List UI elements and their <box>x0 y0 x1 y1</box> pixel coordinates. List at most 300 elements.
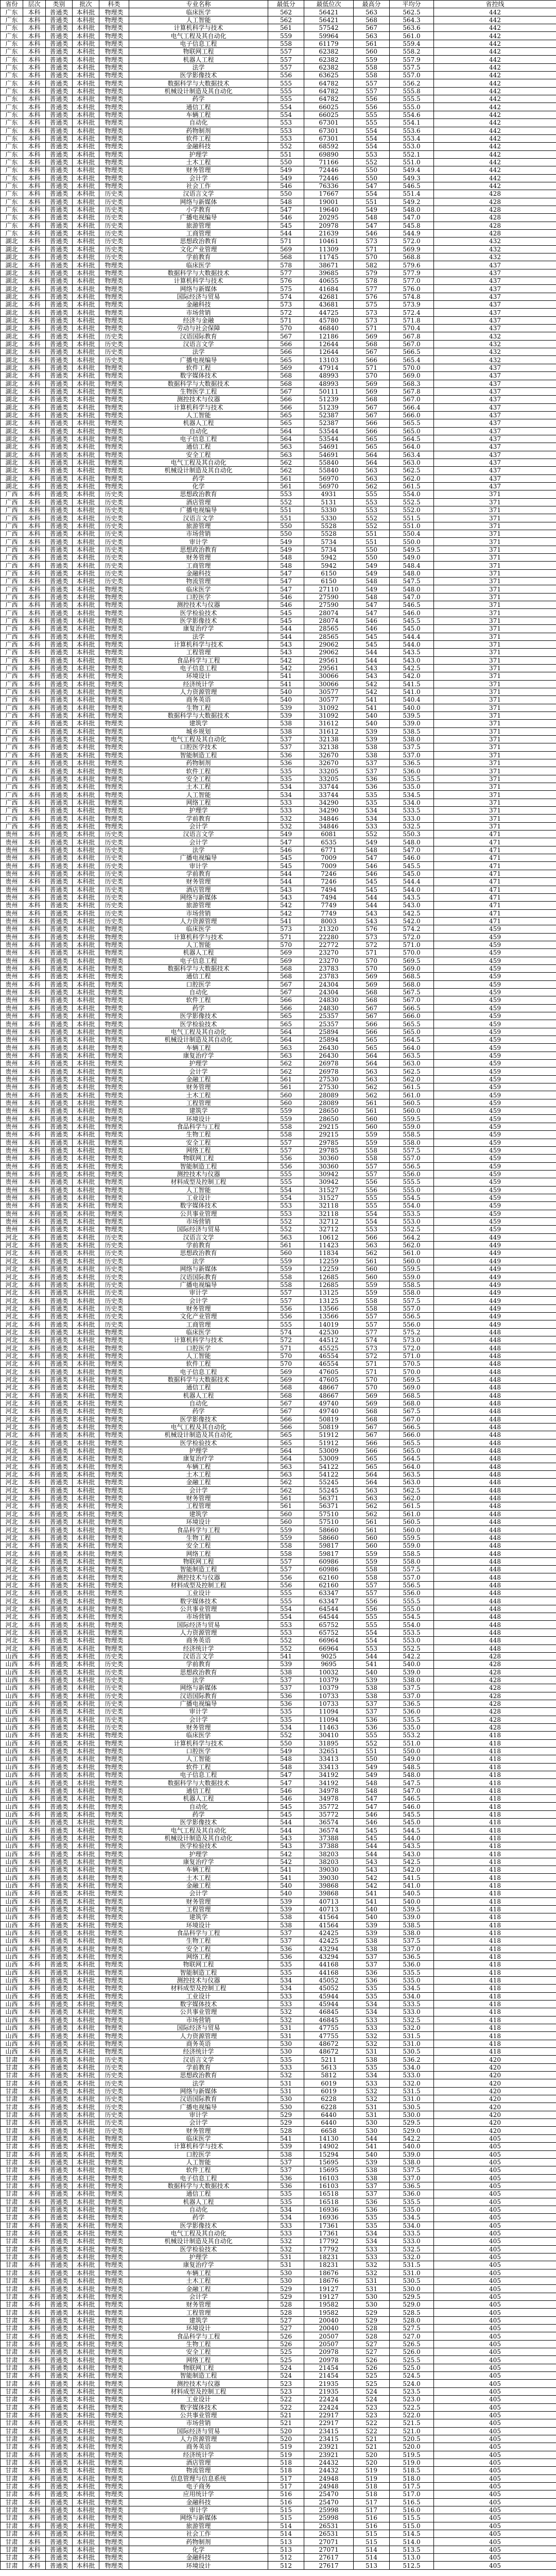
cell-major: 财务管理 <box>129 1723 268 1731</box>
cell-min-score: 537 <box>268 1937 304 1945</box>
cell-province: 广东 <box>1 143 23 150</box>
cell-max-score: 555 <box>354 111 390 118</box>
cell-province: 山西 <box>1 2000 23 2008</box>
cell-batch: 本科批 <box>73 1976 99 1984</box>
cell-level: 本科 <box>23 1660 46 1668</box>
cell-min-rank: 7246 <box>304 870 354 877</box>
cell-category: 普通类 <box>46 1897 73 1905</box>
cell-subject: 历史类 <box>99 554 129 562</box>
cell-province: 甘肃 <box>1 2443 23 2451</box>
cell-avg-score: 548.5 <box>390 1763 434 1771</box>
cell-batch: 本科批 <box>73 1083 99 1091</box>
cell-avg-score: 565.0 <box>390 1028 434 1036</box>
cell-min-score: 567 <box>268 980 304 988</box>
cell-avg-score: 548.0 <box>390 569 434 577</box>
cell-subject: 物理类 <box>99 640 129 648</box>
cell-major: 计算机科学与技术 <box>129 1739 268 1747</box>
cell-max-score: 539 <box>354 1929 390 1937</box>
cell-max-score: 566 <box>354 356 390 364</box>
cell-control-line: 432 <box>434 348 556 356</box>
cell-category: 普通类 <box>46 1447 73 1454</box>
cell-batch: 本科批 <box>73 372 99 380</box>
cell-min-score: 542 <box>268 664 304 672</box>
cell-batch: 本科批 <box>73 1787 99 1794</box>
table-row <box>1 2222 556 2229</box>
cell-min-rank: 39685 <box>304 269 354 277</box>
cell-category: 普通类 <box>46 2411 73 2419</box>
cell-level: 本科 <box>23 1439 46 1447</box>
cell-min-rank: 36574 <box>304 1819 354 1826</box>
cell-max-score: 539 <box>354 2158 390 2166</box>
cell-level: 本科 <box>23 941 46 948</box>
cell-min-rank: 7009 <box>304 854 354 862</box>
cell-subject: 物理类 <box>99 380 129 387</box>
cell-control-line: 371 <box>434 522 556 530</box>
cell-max-score: 553 <box>354 506 390 514</box>
cell-category: 普通类 <box>46 1913 73 1921</box>
cell-avg-score: 543.0 <box>390 1850 434 1858</box>
cell-max-score: 535 <box>354 1985 390 1992</box>
cell-control-line: 405 <box>434 2285 556 2293</box>
cell-avg-score: 547.0 <box>390 1787 434 1794</box>
cell-control-line: 448 <box>434 1581 556 1589</box>
cell-category: 普通类 <box>46 1716 73 1723</box>
cell-min-rank: 19582 <box>304 2309 354 2316</box>
cell-avg-score: 567.0 <box>390 1415 434 1423</box>
cell-category: 普通类 <box>46 1384 73 1392</box>
table-row <box>1 870 556 877</box>
table-row <box>1 2087 556 2095</box>
cell-batch: 本科批 <box>73 1716 99 1723</box>
cell-province: 甘肃 <box>1 2056 23 2063</box>
cell-max-score: 557 <box>354 1313 390 1320</box>
cell-level: 本科 <box>23 1463 46 1470</box>
cell-batch: 本科批 <box>73 917 99 925</box>
table-row <box>1 1320 556 1328</box>
cell-min-rank: 31527 <box>304 1194 354 1201</box>
cell-major: 会计学 <box>129 838 268 846</box>
cell-min-score: 575 <box>268 285 304 293</box>
cell-batch: 本科批 <box>73 459 99 466</box>
cell-min-rank: 5613 <box>304 2063 354 2071</box>
cell-subject: 历史类 <box>99 222 129 229</box>
cell-min-score: 534 <box>268 791 304 799</box>
cell-major: 城乡规划 <box>129 727 268 735</box>
cell-province: 甘肃 <box>1 2490 23 2498</box>
table-row <box>1 40 556 47</box>
cell-control-line: 437 <box>434 316 556 324</box>
cell-avg-score: 570.0 <box>390 949 434 957</box>
cell-level: 本科 <box>23 1897 46 1905</box>
cell-category: 普通类 <box>46 2459 73 2466</box>
cell-major: 财务管理 <box>129 2301 268 2309</box>
cell-province: 甘肃 <box>1 2143 23 2150</box>
cell-min-score: 566 <box>268 996 304 1004</box>
cell-batch: 本科批 <box>73 601 99 609</box>
cell-province: 河北 <box>1 1423 23 1431</box>
cell-subject: 物理类 <box>99 1028 129 1036</box>
cell-category: 普通类 <box>46 387 73 395</box>
cell-min-score: 519 <box>268 2443 304 2451</box>
cell-category: 普通类 <box>46 2190 73 2198</box>
cell-control-line: 442 <box>434 182 556 190</box>
cell-subject: 物理类 <box>99 1328 129 1336</box>
cell-avg-score: 544.0 <box>390 640 434 648</box>
cell-subject: 物理类 <box>99 2229 129 2237</box>
cell-control-line: 418 <box>434 1905 556 1913</box>
cell-subject: 物理类 <box>99 601 129 609</box>
table-row <box>1 2016 556 2024</box>
cell-avg-score: 562.0 <box>390 474 434 482</box>
cell-avg-score: 530.5 <box>390 2048 434 2056</box>
cell-min-score: 562 <box>268 1060 304 1067</box>
cell-subject: 物理类 <box>99 1202 129 1210</box>
cell-level: 本科 <box>23 2435 46 2443</box>
cell-min-rank: 22917 <box>304 2411 354 2419</box>
cell-major: 物联网工程 <box>129 48 268 56</box>
cell-major: 药物制剂 <box>129 127 268 134</box>
cell-level: 本科 <box>23 1313 46 1320</box>
cell-level: 本科 <box>23 1408 46 1415</box>
cell-province: 湖北 <box>1 285 23 293</box>
cell-min-rank: 11309 <box>304 245 354 253</box>
cell-control-line: 405 <box>434 2411 556 2419</box>
cell-level: 本科 <box>23 1716 46 1723</box>
cell-min-rank: 29561 <box>304 664 354 672</box>
cell-province: 湖北 <box>1 348 23 356</box>
cell-control-line: 432 <box>434 332 556 340</box>
cell-major: 智能制造工程 <box>129 1969 268 1976</box>
cell-max-score: 546 <box>354 617 390 624</box>
cell-batch: 本科批 <box>73 751 99 759</box>
cell-min-score: 551 <box>268 506 304 514</box>
cell-level: 本科 <box>23 72 46 79</box>
cell-level: 本科 <box>23 245 46 253</box>
cell-min-score: 547 <box>268 585 304 593</box>
cell-subject: 物理类 <box>99 2435 129 2443</box>
cell-control-line: 420 <box>434 2056 556 2063</box>
cell-min-score: 560 <box>268 1518 304 1526</box>
cell-subject: 物理类 <box>99 1858 129 1866</box>
header-min-rank: 最低位次 <box>304 1 354 8</box>
cell-min-score: 568 <box>268 253 304 261</box>
cell-avg-score: 533.0 <box>390 815 434 822</box>
cell-level: 本科 <box>23 2411 46 2419</box>
cell-major: 人工智能 <box>129 1186 268 1194</box>
cell-province: 山西 <box>1 1834 23 1842</box>
cell-avg-score: 568.5 <box>390 973 434 980</box>
table-row <box>1 2380 556 2387</box>
cell-category: 普通类 <box>46 261 73 269</box>
cell-avg-score: 539.0 <box>390 720 434 727</box>
cell-category: 普通类 <box>46 1771 73 1779</box>
cell-min-score: 530 <box>268 2277 304 2285</box>
cell-category: 普通类 <box>46 1629 73 1636</box>
cell-category: 普通类 <box>46 72 73 79</box>
cell-control-line: 405 <box>434 2198 556 2206</box>
cell-max-score: 568 <box>354 340 390 348</box>
cell-subject: 历史类 <box>99 846 129 854</box>
cell-level: 本科 <box>23 1044 46 1052</box>
cell-level: 本科 <box>23 562 46 569</box>
cell-subject: 历史类 <box>99 893 129 901</box>
cell-level: 本科 <box>23 2040 46 2047</box>
cell-max-score: 543 <box>354 672 390 680</box>
cell-min-score: 528 <box>268 2301 304 2309</box>
cell-major: 生物工程 <box>129 704 268 711</box>
cell-avg-score: 536.0 <box>390 2190 434 2198</box>
cell-max-score: 549 <box>354 206 390 213</box>
cell-min-rank: 46845 <box>304 2016 354 2024</box>
cell-province: 贵州 <box>1 949 23 957</box>
cell-max-score: 514 <box>354 2546 390 2553</box>
cell-max-score: 541 <box>354 696 390 704</box>
cell-major: 文化产业管理 <box>129 245 268 253</box>
cell-control-line: 418 <box>434 1795 556 1803</box>
cell-min-rank: 21320 <box>304 925 354 933</box>
cell-category: 普通类 <box>46 2467 73 2475</box>
cell-batch: 本科批 <box>73 2111 99 2119</box>
cell-batch: 本科批 <box>73 1020 99 1028</box>
cell-category: 普通类 <box>46 2380 73 2387</box>
cell-min-rank: 5528 <box>304 522 354 530</box>
cell-major: 学前教育 <box>129 870 268 877</box>
cell-batch: 本科批 <box>73 2396 99 2403</box>
cell-avg-score: 554.0 <box>390 1621 434 1629</box>
cell-min-score: 560 <box>268 1099 304 1107</box>
cell-major: 金融工程 <box>129 2285 268 2293</box>
cell-subject: 物理类 <box>99 2048 129 2056</box>
cell-batch: 本科批 <box>73 245 99 253</box>
cell-batch: 本科批 <box>73 1044 99 1052</box>
table-row <box>1 1953 556 1960</box>
cell-province: 河北 <box>1 1479 23 1486</box>
cell-max-score: 524 <box>354 2396 390 2403</box>
cell-max-score: 575 <box>354 301 390 309</box>
cell-avg-score: 567.0 <box>390 396 434 403</box>
cell-category: 普通类 <box>46 103 73 111</box>
cell-min-score: 562 <box>268 8 304 16</box>
cell-control-line: 442 <box>434 16 556 24</box>
table-row <box>1 1304 556 1312</box>
cell-major: 数字媒体技术 <box>129 2403 268 2411</box>
cell-avg-score: 564.5 <box>390 1036 434 1044</box>
cell-level: 本科 <box>23 2072 46 2079</box>
cell-subject: 物理类 <box>99 1953 129 1960</box>
cell-min-rank: 20040 <box>304 2325 354 2332</box>
table-row <box>1 1431 556 1439</box>
cell-province: 广东 <box>1 182 23 190</box>
cell-avg-score: 558.5 <box>390 1281 434 1289</box>
cell-category: 普通类 <box>46 1162 73 1170</box>
table-row <box>1 1985 556 1992</box>
table-row <box>1 340 556 348</box>
cell-control-line: 459 <box>434 1194 556 1201</box>
cell-max-score: 546 <box>354 862 390 870</box>
table-row <box>1 2174 556 2182</box>
cell-province: 河北 <box>1 1581 23 1589</box>
cell-control-line: 371 <box>434 735 556 743</box>
cell-control-line: 459 <box>434 1162 556 1170</box>
cell-avg-score: 569.0 <box>390 1384 434 1392</box>
cell-avg-score: 551.0 <box>390 522 434 530</box>
cell-min-score: 534 <box>268 2214 304 2222</box>
cell-major: 食品科学与工程 <box>129 1526 268 1534</box>
cell-level: 本科 <box>23 593 46 601</box>
cell-max-score: 518 <box>354 2482 390 2490</box>
table-row <box>1 419 556 427</box>
cell-batch: 本科批 <box>73 1494 99 1502</box>
cell-subject: 物理类 <box>99 1186 129 1194</box>
cell-major: 工程管理 <box>129 2309 268 2316</box>
cell-subject: 历史类 <box>99 1700 129 1707</box>
cell-min-rank: 32118 <box>304 1210 354 1217</box>
cell-control-line: 442 <box>434 32 556 40</box>
cell-batch: 本科批 <box>73 941 99 948</box>
cell-category: 普通类 <box>46 546 73 553</box>
cell-min-rank: 62160 <box>304 1581 354 1589</box>
cell-category: 普通类 <box>46 720 73 727</box>
cell-subject: 历史类 <box>99 506 129 514</box>
cell-control-line: 459 <box>434 1226 556 1233</box>
cell-subject: 历史类 <box>99 206 129 213</box>
cell-category: 普通类 <box>46 214 73 222</box>
cell-subject: 历史类 <box>99 190 129 198</box>
cell-major: 人力资源管理 <box>129 2435 268 2443</box>
cell-control-line: 437 <box>434 364 556 371</box>
cell-subject: 物理类 <box>99 1004 129 1012</box>
cell-min-score: 558 <box>268 40 304 47</box>
cell-min-rank: 42425 <box>304 1929 354 1937</box>
cell-level: 本科 <box>23 1423 46 1431</box>
cell-max-score: 552 <box>354 522 390 530</box>
cell-avg-score: 520.5 <box>390 2435 434 2443</box>
cell-province: 河北 <box>1 1526 23 1534</box>
cell-control-line: 448 <box>434 1392 556 1399</box>
cell-level: 本科 <box>23 546 46 553</box>
cell-category: 普通类 <box>46 1929 73 1937</box>
cell-level: 本科 <box>23 2332 46 2340</box>
cell-min-score: 562 <box>268 459 304 466</box>
cell-batch: 本科批 <box>73 2364 99 2371</box>
cell-major: 安全工程 <box>129 1542 268 1550</box>
table-row <box>1 514 556 522</box>
cell-min-score: 542 <box>268 902 304 909</box>
cell-batch: 本科批 <box>73 996 99 1004</box>
table-row <box>1 1637 556 1645</box>
cell-major: 电子信息工程 <box>129 1771 268 1779</box>
cell-max-score: 545 <box>354 1826 390 1834</box>
cell-province: 河北 <box>1 1455 23 1463</box>
cell-avg-score: 544.5 <box>390 1826 434 1834</box>
cell-avg-score: 531.0 <box>390 2269 434 2277</box>
cell-avg-score: 531.5 <box>390 2032 434 2040</box>
table-row <box>1 1178 556 1186</box>
cell-batch: 本科批 <box>73 2222 99 2229</box>
cell-batch: 本科批 <box>73 1217 99 1225</box>
table-row <box>1 1123 556 1130</box>
cell-level: 本科 <box>23 2490 46 2498</box>
cell-subject: 物理类 <box>99 1771 129 1779</box>
cell-province: 甘肃 <box>1 2190 23 2198</box>
cell-avg-score: 567.5 <box>390 1408 434 1415</box>
cell-min-score: 527 <box>268 2325 304 2332</box>
cell-max-score: 563 <box>354 8 390 16</box>
cell-avg-score: 553.5 <box>390 1210 434 1217</box>
cell-major: 审计学 <box>129 1289 268 1297</box>
cell-max-score: 529 <box>354 2316 390 2324</box>
cell-min-rank: 13125 <box>304 1297 354 1304</box>
cell-avg-score: 531.5 <box>390 2261 434 2269</box>
table-row <box>1 95 556 103</box>
cell-min-score: 532 <box>268 2238 304 2245</box>
cell-min-score: 557 <box>268 48 304 56</box>
cell-max-score: 547 <box>354 222 390 229</box>
cell-major: 网络与新媒体 <box>129 1265 268 1273</box>
cell-category: 普通类 <box>46 1708 73 1716</box>
cell-level: 本科 <box>23 238 46 245</box>
cell-major: 数据科学与大数据技术 <box>129 2182 268 2190</box>
cell-subject: 物理类 <box>99 980 129 988</box>
cell-province: 河北 <box>1 1336 23 1344</box>
cell-level: 本科 <box>23 301 46 309</box>
cell-level: 本科 <box>23 1368 46 1376</box>
cell-batch: 本科批 <box>73 696 99 704</box>
cell-min-score: 542 <box>268 1850 304 1858</box>
cell-province: 甘肃 <box>1 2562 23 2569</box>
cell-batch: 本科批 <box>73 1676 99 1684</box>
cell-control-line: 437 <box>434 427 556 435</box>
cell-level: 本科 <box>23 87 46 95</box>
cell-province: 贵州 <box>1 1012 23 1020</box>
cell-min-score: 544 <box>268 625 304 633</box>
cell-major: 电子信息工程 <box>129 664 268 672</box>
cell-province: 山西 <box>1 1858 23 1866</box>
cell-max-score: 544 <box>354 1842 390 1850</box>
cell-min-score: 539 <box>268 2143 304 2150</box>
table-row <box>1 1747 556 1755</box>
cell-category: 普通类 <box>46 799 73 806</box>
cell-category: 普通类 <box>46 1368 73 1376</box>
cell-avg-score: 536.2 <box>390 2056 434 2063</box>
cell-control-line: 428 <box>434 1684 556 1692</box>
cell-province: 甘肃 <box>1 2198 23 2206</box>
cell-subject: 历史类 <box>99 1265 129 1273</box>
cell-batch: 本科批 <box>73 2506 99 2514</box>
header-max-score: 最高分 <box>354 1 390 8</box>
cell-control-line: 449 <box>434 1297 556 1304</box>
cell-batch: 本科批 <box>73 980 99 988</box>
cell-avg-score: 536.5 <box>390 1953 434 1960</box>
cell-avg-score: 571.0 <box>390 1352 434 1360</box>
cell-category: 普通类 <box>46 2546 73 2553</box>
cell-major: 机械设计制造及其自动化 <box>129 467 268 474</box>
table-row <box>1 198 556 206</box>
table-row <box>1 1897 556 1905</box>
cell-level: 本科 <box>23 2451 46 2459</box>
cell-control-line: 405 <box>434 2498 556 2506</box>
table-row <box>1 1257 556 1265</box>
cell-level: 本科 <box>23 1226 46 1233</box>
table-row <box>1 656 556 664</box>
table-row <box>1 2150 556 2158</box>
cell-avg-score: 536.5 <box>390 1700 434 1707</box>
cell-level: 本科 <box>23 1020 46 1028</box>
cell-control-line: 371 <box>434 554 556 562</box>
cell-min-score: 520 <box>268 2427 304 2435</box>
cell-batch: 本科批 <box>73 2048 99 2056</box>
cell-control-line: 448 <box>434 1573 556 1581</box>
